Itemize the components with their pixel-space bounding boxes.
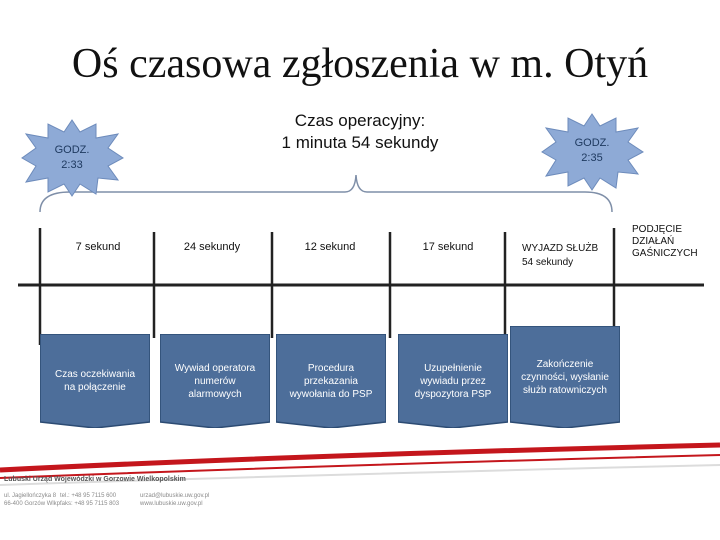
segment-duration: 12 sekund <box>304 241 356 253</box>
segment-description-text: Uzupełnienie wywiadu przez dyspozytora PSP <box>414 362 492 400</box>
segment-description <box>403 336 503 426</box>
operational-time-value: 1 minuta 54 sekundy <box>281 133 439 152</box>
segment-description <box>515 332 615 422</box>
footer-phones: tel.: +48 95 7115 600 faks: +48 95 7115 803 <box>60 493 120 507</box>
end-time-label <box>562 136 622 166</box>
start-time-label <box>42 143 102 173</box>
final-action-line: PODJĘCIE <box>632 224 683 235</box>
final-action-label <box>632 224 698 260</box>
footer-web: urzad@lubuskie.uw.gov.pl www.lubuskie.uw.gov.pl <box>140 493 210 507</box>
segment-description <box>165 336 265 426</box>
end-time-value: 2:35 <box>581 152 603 164</box>
start-time-value: 2:33 <box>61 159 83 171</box>
final-action-line: DZIAŁAŃ <box>632 236 675 247</box>
start-time-caption: GODZ. <box>54 144 90 156</box>
segment-duration-value: 54 sekundy <box>522 257 574 268</box>
page-title: Oś czasowa zgłoszenia w m. Otyń <box>71 41 649 87</box>
segment-description-text: Czas oczekiwania na połączenie <box>54 369 136 393</box>
final-action-line: GAŚNICZYCH <box>632 248 698 259</box>
end-time-caption: GODZ. <box>574 137 610 149</box>
footer-organization: Lubuski Urząd Wojewódzki w Gorzowie Wielkopolskim <box>4 476 186 483</box>
segment-description-text: Procedura przekazania wywołania do PSP <box>289 362 373 400</box>
segment-description <box>45 336 145 426</box>
segment-duration-heading: WYJAZD SŁUŻB <box>522 243 599 254</box>
operational-time-brace <box>40 175 612 212</box>
segment-duration: 17 sekund <box>422 241 474 253</box>
segment-description-text: Zakończenie czynności, wysłanie służb ratowniczych <box>521 358 609 396</box>
segment-description <box>281 336 381 426</box>
segment-duration: 7 sekund <box>75 241 121 253</box>
segment-description-text: Wywiad operatora numerów alarmowych <box>174 362 256 400</box>
footer-address: ul. Jagiellończyka 8 66-400 Gorzów Wlkp. <box>4 493 62 507</box>
operational-time-label: Czas operacyjny: <box>294 111 426 130</box>
segment-duration: 24 sekundy <box>183 241 241 253</box>
segment-duration <box>522 242 598 270</box>
